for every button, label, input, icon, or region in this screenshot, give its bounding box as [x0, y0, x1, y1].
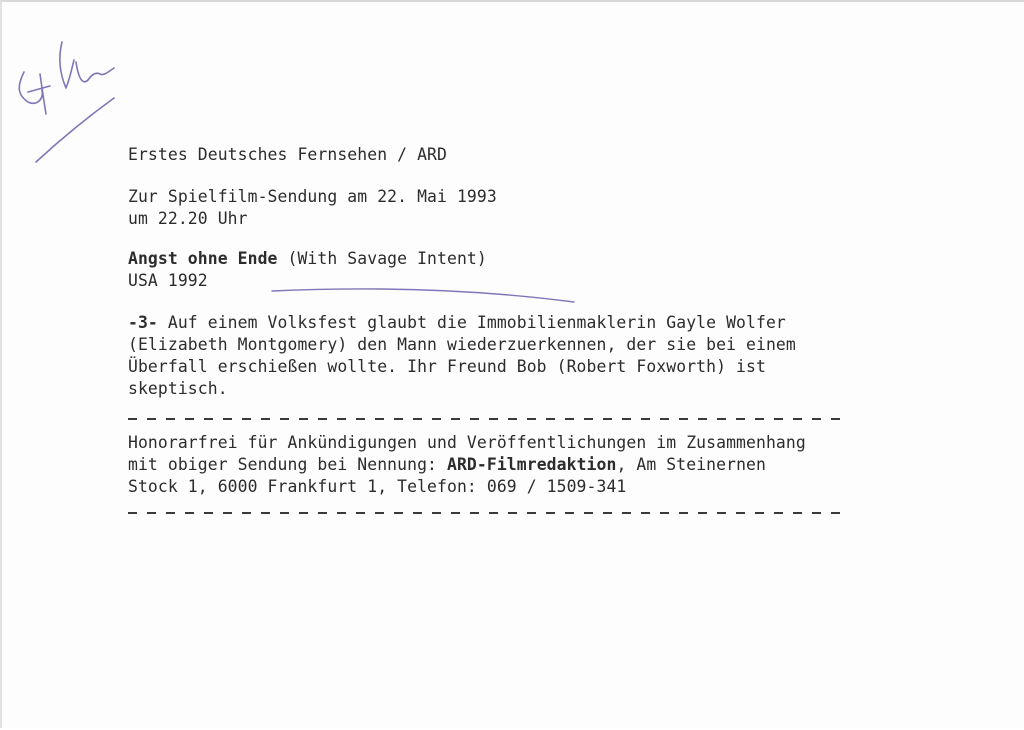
film-title-line — [128, 248, 487, 270]
broadcast-time-line: um 22.20 Uhr — [128, 209, 248, 228]
dashed-divider-top — [128, 418, 848, 420]
synopsis-text-1: Auf einem Volksfest glaubt die Immobilienmaklerin Gayle Wolfer — [167, 313, 786, 332]
film-title: Angst ohne Ende — [128, 249, 278, 268]
synopsis-marker: -3- — [128, 313, 158, 332]
notice-line-2-start: mit obiger Sendung bei Nennung: — [128, 455, 438, 474]
notice-line-2 — [128, 454, 766, 476]
original-title: (With Savage Intent) — [287, 249, 487, 268]
notice-line-2-end: , Am Steinernen — [616, 455, 766, 474]
synopsis-line-3: Überfall erschießen wollte. Ihr Freund Bob (Robert Foxworth) ist — [128, 357, 766, 376]
broadcast-date-line: Zur Spielfilm-Sendung am 22. Mai 1993 — [128, 187, 497, 206]
broadcaster-line: Erstes Deutsches Fernsehen / ARD — [128, 145, 447, 164]
synopsis-line-4: skeptisch. — [128, 379, 228, 398]
notice-line-1: Honorarfrei für Ankündigungen und Veröffentlichungen im Zusammenhang — [128, 433, 806, 452]
dashed-divider-bottom — [128, 512, 848, 514]
origin-year-line: USA 1992 — [128, 271, 208, 290]
notice-line-3: Stock 1, 6000 Frankfurt 1, Telefon: 069 / 1509-341 — [128, 477, 627, 496]
synopsis-line-2: (Elizabeth Montgomery) den Mann wiederzuerkennen, der sie bei einem — [128, 335, 796, 354]
synopsis-line-1 — [128, 312, 786, 334]
credit-name: ARD-Filmredaktion — [446, 455, 617, 474]
